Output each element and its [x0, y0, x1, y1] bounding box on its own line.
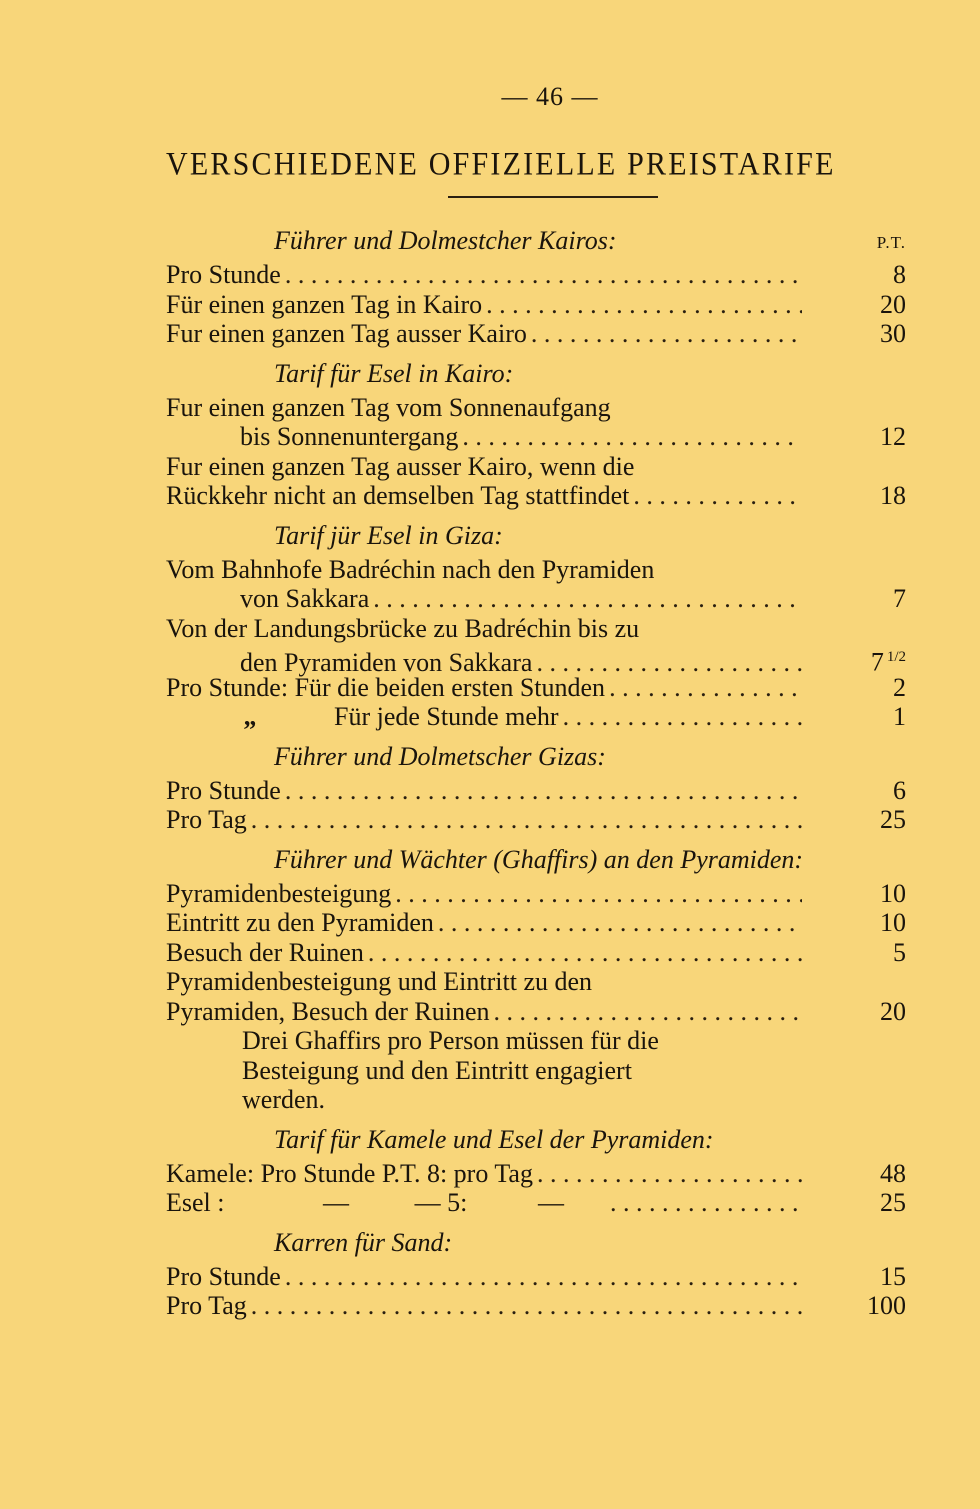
- title-underline-divider: [448, 196, 658, 198]
- tariff-row: [166, 1291, 906, 1321]
- section-camels-donkeys-pyramids: [166, 1121, 906, 1218]
- tariff-label: [166, 702, 559, 732]
- ghaffirs-note: [166, 1026, 804, 1115]
- dot-leader: [285, 1262, 802, 1292]
- tariff-label: bis Sonnenuntergang: [240, 422, 459, 451]
- section-heading: Tarif für Esel in Kairo:: [274, 358, 514, 388]
- tariff-row: [166, 997, 906, 1027]
- tariff-row: [166, 584, 906, 614]
- tariff-row: [166, 260, 906, 290]
- tariff-row: [166, 776, 906, 806]
- tariff-row: [166, 879, 906, 909]
- tariff-label: Pro Stunde: [166, 1261, 281, 1291]
- tariff-price: 25: [880, 805, 906, 834]
- tariff-row: [166, 481, 906, 511]
- section-heading: Führer und Wächter (Ghaffirs) an den Pyramiden:: [274, 844, 804, 874]
- tariff-label: Pyramiden, Besuch der Ruinen: [166, 996, 490, 1026]
- tariff-row: [166, 805, 906, 835]
- tariff-label-line: [166, 452, 802, 482]
- tariff-price: 1: [893, 702, 906, 731]
- tariff-label: Rückkehr nicht an demselben Tag stattfindet: [166, 481, 630, 510]
- tariff-row: [166, 1159, 906, 1189]
- note-line-text: werden.: [242, 1085, 326, 1114]
- note-line: [242, 1085, 804, 1115]
- tariff-label-first-line: Vom Bahnhofe Badréchin nach den Pyramiden: [166, 554, 655, 584]
- tariff-label-first-line: Fur einen ganzen Tag vom Sonnenaufgang: [166, 392, 611, 422]
- dot-leader: [285, 776, 802, 806]
- tariff-list: [166, 222, 906, 1327]
- dot-leader: [395, 879, 802, 909]
- note-line-text: Drei Ghaffirs pro Person müssen für die: [242, 1026, 659, 1055]
- tariff-price: 100: [867, 1291, 906, 1320]
- tariff-label: Kamele: Pro Stunde P.T. 8: pro Tag: [166, 1158, 533, 1188]
- section-heading: Tarif für Kamele und Esel der Pyramiden:: [274, 1124, 714, 1154]
- dot-leader: [486, 290, 802, 320]
- note-line: [242, 1056, 804, 1086]
- currency-label: P.T.: [876, 233, 906, 252]
- tariff-label-part: Esel :: [166, 1188, 225, 1217]
- dot-leader: [462, 422, 802, 452]
- section-sand-carts: [166, 1224, 906, 1321]
- tariff-row: [166, 422, 906, 452]
- tariff-price: 20: [880, 289, 906, 319]
- section-donkeys-cairo: [166, 355, 906, 511]
- section-guides-giza: [166, 738, 906, 835]
- tariff-label-line: [166, 967, 906, 997]
- tariff-label-line: [166, 393, 726, 423]
- section-heading: Karren für Sand:: [274, 1227, 453, 1257]
- tariff-row: [166, 1188, 906, 1218]
- tariff-price: 10: [880, 908, 906, 937]
- tariff-label-line: [166, 555, 802, 585]
- tariff-label: Pro Stunde: [166, 775, 281, 805]
- tariff-label-part: — 5:: [414, 1188, 468, 1217]
- tariff-price-whole: 7: [870, 647, 884, 677]
- section-heading: Tarif jür Esel in Giza:: [274, 520, 503, 550]
- dot-leader: [285, 260, 802, 290]
- ditto-mark: „: [243, 702, 257, 731]
- dot-leader: [633, 481, 802, 511]
- section-heading-text: Führer und Dolmestcher Kairos:: [274, 226, 617, 255]
- section-ghaffirs-pyramids: [166, 841, 906, 1115]
- tariff-price: 12: [880, 422, 906, 451]
- dot-leader: [609, 673, 802, 703]
- tariff-label-first-line: Fur einen ganzen Tag ausser Kairo, wenn die: [166, 451, 635, 481]
- tariff-label: Pyramidenbesteigung: [166, 878, 392, 908]
- tariff-price: 5: [893, 937, 906, 967]
- tariff-price: 48: [880, 1158, 906, 1188]
- dot-leader: [373, 584, 802, 614]
- tariff-label: Pro Tag: [166, 1291, 247, 1320]
- tariff-price: 7: [893, 584, 906, 613]
- tariff-price: 18: [880, 481, 906, 510]
- page-number: — 46 —: [501, 82, 599, 111]
- tariff-price: 15: [880, 1261, 906, 1291]
- section-heading: [166, 222, 906, 260]
- tariff-label-first-line: Von der Landungsbrücke zu Badréchin bis zu: [166, 613, 640, 643]
- tariff-label: Pro Tag: [166, 805, 247, 834]
- tariff-label-line: [166, 614, 802, 644]
- section-guides-cairo: [166, 222, 906, 349]
- tariff-label: von Sakkara: [240, 584, 370, 613]
- ditto-dash: —: [323, 1188, 349, 1217]
- section-donkeys-giza: [166, 517, 906, 732]
- tariff-row: [166, 702, 906, 732]
- tariff-label-text: Für jede Stunde mehr: [334, 702, 559, 731]
- section-heading: Führer und Dolmetscher Gizas:: [274, 741, 606, 771]
- dot-leader: [494, 997, 803, 1027]
- dot-leader: [531, 319, 802, 349]
- tariff-price: 10: [880, 878, 906, 908]
- tariff-label: Eintritt zu den Pyramiden: [166, 908, 434, 937]
- page-title: VERSCHIEDENE OFFIZIELLE PREISTARIFE: [166, 146, 836, 183]
- tariff-label: den Pyramiden von Sakkara: [240, 647, 533, 677]
- tariff-price: 6: [893, 775, 906, 805]
- dot-leader: [610, 1188, 802, 1218]
- dot-leader: [563, 702, 802, 732]
- ditto-dash: —: [538, 1188, 564, 1217]
- tariff-label: Für einen ganzen Tag in Kairo: [166, 289, 483, 319]
- dot-leader: [438, 908, 802, 938]
- tariff-price: 20: [880, 996, 906, 1026]
- tariff-price: 8: [893, 260, 906, 289]
- dot-leader: [368, 938, 802, 968]
- tariff-row: [166, 908, 906, 938]
- tariff-price: 2: [893, 672, 906, 702]
- tariff-price: 30: [880, 319, 906, 348]
- tariff-price-fraction: 1/2: [886, 649, 906, 665]
- tariff-row: [166, 643, 906, 677]
- note-line-text: Besteigung und den Eintritt engagiert: [242, 1055, 632, 1085]
- tariff-row: [166, 673, 906, 703]
- dot-leader: [251, 1291, 802, 1321]
- tariff-price: 25: [880, 1188, 906, 1217]
- dot-leader: [537, 1159, 802, 1189]
- tariff-label: Besuch der Ruinen: [166, 937, 364, 967]
- tariff-label-first-line: Pyramidenbesteigung und Eintritt zu den: [166, 967, 593, 996]
- tariff-label: [166, 1188, 606, 1218]
- dot-leader: [251, 805, 802, 835]
- tariff-row: [166, 290, 906, 320]
- tariff-label: Pro Stunde: [166, 260, 281, 289]
- tariff-row: [166, 1262, 906, 1292]
- tariff-label: Fur einen ganzen Tag ausser Kairo: [166, 319, 527, 348]
- tariff-row: [166, 938, 906, 968]
- note-line: [242, 1026, 804, 1056]
- tariff-row: [166, 319, 906, 349]
- tariff-label: Pro Stunde: Für die beiden ersten Stunden: [166, 672, 606, 702]
